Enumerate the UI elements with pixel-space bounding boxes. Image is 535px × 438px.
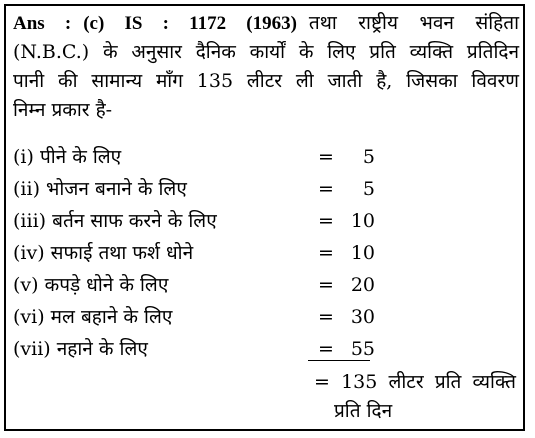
item-label: (i) पीने के लिए: [13, 146, 122, 168]
intro-line-4: निम्न प्रकार है-: [13, 99, 113, 121]
item-value: 30: [350, 306, 375, 328]
total-line-2: प्रति दिन: [334, 400, 393, 422]
answer-box: [4, 4, 525, 431]
item-label: (vii) नहाने के लिए: [13, 338, 148, 360]
sum-underline: [308, 360, 370, 361]
item-label: (iv) सफाई तथा फर्श धोने: [13, 242, 194, 264]
list-item: [13, 173, 519, 205]
item-label: (v) कपड़े धोने के लिए: [13, 274, 169, 296]
item-value: 10: [350, 210, 375, 232]
item-label: (iii) बर्तन साफ करने के लिए: [13, 210, 217, 232]
list-item: [13, 301, 519, 333]
intro-line-3: पानी की सामान्य माँग 135 लीटर ली जाती है, जिसका विवरण: [13, 70, 519, 92]
intro-line-2: (N.B.C.) के अनुसार दैनिक कार्यों के लिए प्रति व्यक्ति प्रतिदिन: [13, 41, 519, 63]
equals-sign: =: [318, 146, 334, 168]
answer-intro: [13, 9, 519, 125]
list-item: [13, 333, 519, 365]
item-value: 10: [350, 242, 375, 264]
equals-sign: =: [318, 210, 334, 232]
equals-sign: =: [318, 338, 334, 360]
list-item: [13, 237, 519, 269]
water-demand-list: [13, 141, 519, 365]
item-value: 5: [362, 146, 375, 168]
answer-prefix: Ans :: [13, 13, 72, 34]
item-value: 20: [350, 274, 375, 296]
equals-sign: =: [318, 178, 334, 200]
answer-option: (c) IS : 1172 (1963): [83, 13, 297, 34]
equals-sign: =: [318, 242, 334, 264]
total-line-1: = 135 लीटर प्रति व्यक्ति: [314, 371, 516, 393]
total-row: [314, 368, 516, 426]
list-item: [13, 141, 519, 173]
equals-sign: =: [318, 306, 334, 328]
item-value: 5: [362, 178, 375, 200]
intro-line-1: [13, 9, 519, 38]
list-item: [13, 269, 519, 301]
item-label: (vi) मल बहाने के लिए: [13, 306, 173, 328]
equals-sign: =: [318, 274, 334, 296]
item-value: 55: [350, 338, 375, 360]
list-item: [13, 205, 519, 237]
item-label: (ii) भोजन बनाने के लिए: [13, 178, 187, 200]
intro-text-1: तथा राष्ट्रीय भवन संहिता: [308, 12, 520, 34]
